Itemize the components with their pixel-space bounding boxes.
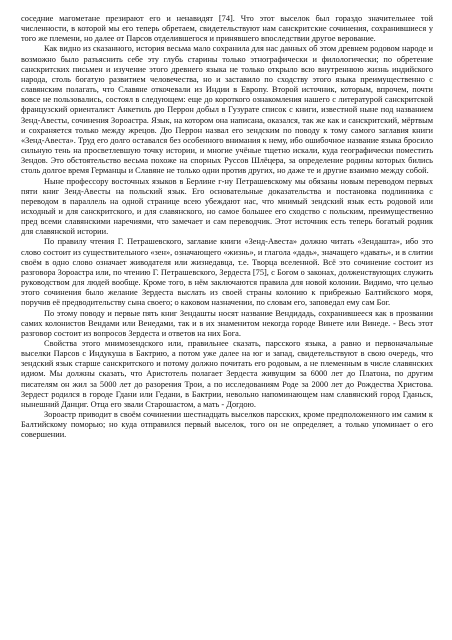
paragraph: Ныне профессору восточных языков в Берлине г-ну Петрашевскому мы обязаны новым переводом первых пяти книг Зенд-Авесты на польский язык. Его основательные доказательства и постановка подлинника с переводом в параллель на одной странице всею убеждают нас, что мнимый зендский язык есть родовой или исходный и для санскритского, и для славянского, но самое большее его сходство с польским, преимущественно пред всеми славянскими наречиями, что замечает и сам переводчик. Этот источник есть теперь богатый родник для славянской истории. (21, 176, 433, 237)
paragraph: Свойства этого мнимозендского или, правильнее сказать, парсского языка, а равно и первоначальные выселки Парсов с Индукуша в Бактрию, а потом уже далее на юг и запад, свидетельствуют в свою очередь, что зендский язык старше санскритского и потому должно почитать его родовым, а не племенным в числе славянских идиом. Мы должны сказать, что Аристотель полагает Зердеста живущим за 6000 лет до Платона, по другим писателям он жил за 5000 лет до разорения Трои, а по исследованиям Роде за 2000 лет до Рождества Христова. Зердест родился в городе Гдани или Гедани, в Бактрии, невольно напоминающем нам славянский город Гданьск, нынешний Данциг. Отца его звали Старошастом, а мать - Догдою. (21, 339, 433, 409)
paragraph: соседние магометане презирают его и ненавидят [74]. Что этот выселок был гораздо значительнее той численности, в которой мы его теперь обретаем, свидетельствуют нам санскритские сочинения, сохранившиеся у того же племени, но далее от Парсов отделившегося и принявшего впоследствии другое верование. (21, 14, 433, 44)
document-page (21, 14, 433, 441)
paragraph: Как видно из сказанного, история весьма мало сохранила для нас данных об этом древнем родовом народе и возможно было разъяснить себе эту глубь старины только этнографически и филологически; по обретение санскритских письмен и изучение этого древнего языка не только открыло всю внутреннюю жизнь индийского народа, столь богатую развитием человечества, но и заставило по сходству этого языка преимущественно с славянским полагать, что Славяне откочевали из Индии в Европу. Второй источник, которым, впрочем, почти вовсе не пользовались, состоял в следующем: еще до короткого ознакомления нашего с литературой санскритской французский ориенталист Анкетиль дю Перрон добыл в Гузурате список с книги, известной ныне под названием Зенд-Авесты, сочинения Зороастра. Язык, на котором она написана, оказался, так же как и санскритский, мёртвым и сохраняется только между жрецов. Дю Перрон назвал его зендским по поводу к тому самого заглавия книги «Зенд-Авеста». Труд его долго оставался без особенного внимания к нему, ибо ошибочное название языка бросило сильную тень на просветлевшую точку истории, и многие учёные тщетно искали, куда географически поместить Зендов. Это обстоятельство весьма похоже на спорных Руссов Шлёцера, за определение родины которых бились столь долгое время Германцы и Славяне не только одни против других, но даже те и другие взаимно между собой. (21, 44, 433, 176)
paragraph: Зороастр приводит в своём сочинении шестнадцать выселков парсских, кроме предположенного им самим к Балтийскому поморью; но куда отправился первый выселок, того он не определяет, а только упоминает о его совершении. (21, 410, 433, 440)
paragraph: По этому поводу и первые пять книг Зендашты носят название Вендидадь, сохранившееся как в прозвании самих колонистов Вендами или Венедами, так и в их знаменитом некогда городе Винете или Винеде. - Весь этот разговор состоит из вопросов Зердеста и ответов на них Бога. (21, 308, 433, 338)
paragraph: По правилу чтения Г. Петрашевского, заглавие книги «Зенд-Авеста» должно читать «Зендашта», ибо это слово состоит из существительного «зен», означающего «жизнь», и глагола «дадь», значащего «давать», и в слитии своём в одно слово означает живодателя или жизнедавца, т.е. Творца вселенной. Всё это сочинение состоит из разговора Зороастра или, по чтению Г. Петрашевского, Зердеста [75], с Богом о законах, долженствующих служить руководством для людей вообще. Кроме того, в нём заключаются правила для новой колонии. Видимо, что целью этого сочинения было желание Зердеста выслать из своей страны колонию к прибрежью Балтийского моря, поручив её предводительству сына своего; о каковом назначении, по словам его, заповедал ему сам Бог. (21, 237, 433, 308)
